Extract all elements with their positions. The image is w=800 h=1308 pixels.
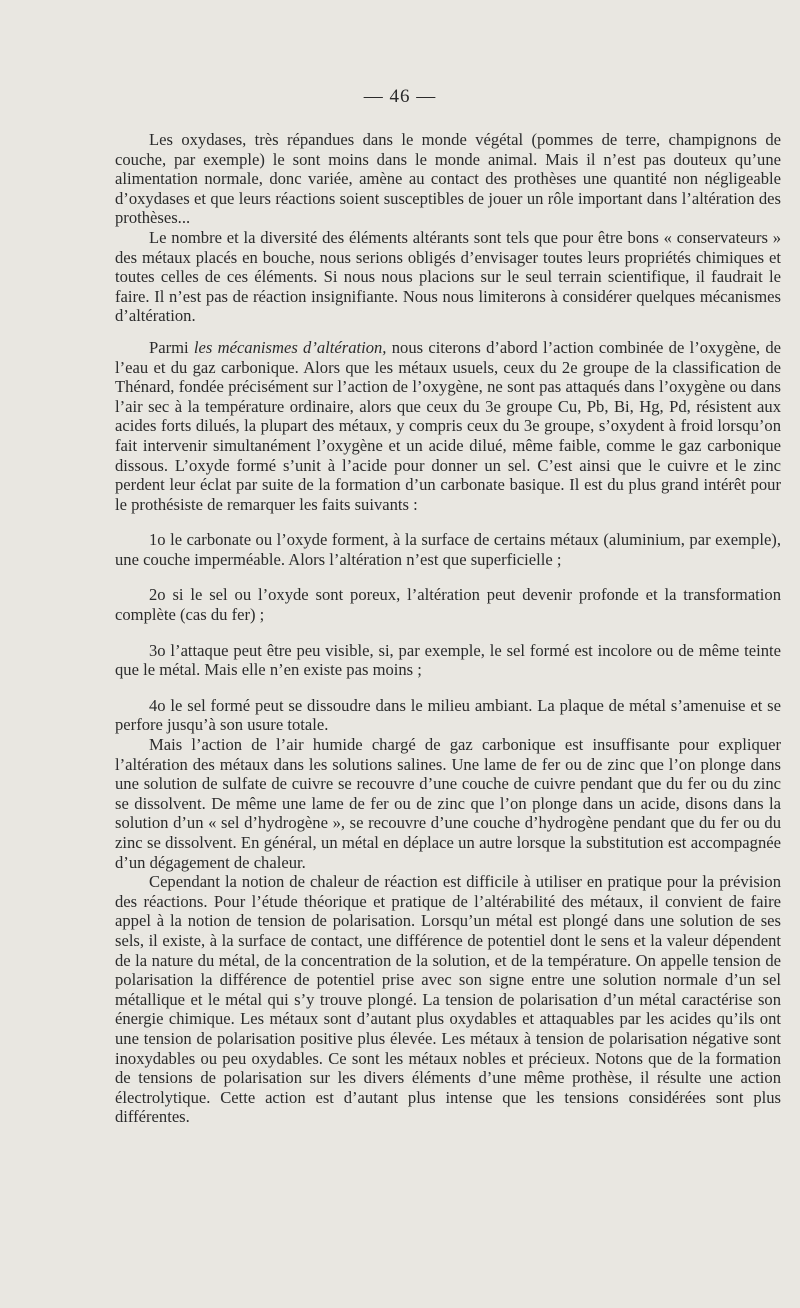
body-text	[115, 130, 781, 1127]
page-number: — 46 —	[363, 86, 437, 107]
paragraph-lead: Parmi	[149, 337, 194, 357]
list-item-1: 1o le carbonate ou l’oxyde forment, à la surface de certains métaux (aluminium, par exemple), une couche imperméable. Alors l’altération n’est que superficielle ;	[115, 530, 781, 569]
list-item-3: 3o l’attaque peut être peu visible, si, par exemple, le sel formé est incolore ou de même teinte que le métal. Mais elle n’en existe pas moins ;	[115, 640, 781, 680]
paragraph-body: nous citerons d’abord l’action combinée de l’oxygène, de l’eau et du gaz carbonique. Alors que les métaux usuels, ceux du 2e groupe de la classification de Thénard, fondée précisément sur l’action de l’oxygène, ne sont pas attaqués dans l’oxygène ou dans l’air sec à la température ordinaire, alors que ceux du 3e groupe Cu, Pb, Bi, Hg, Pd, résistent aux acides forts dilués, la plupart des métaux, y compris ceux du 3e groupe, s’oxydent à froid lorsqu’on fait intervenir simultanément l’oxygène et un acide dilué, même faible, comme le gaz carbonique dissous. L’oxyde formé s’unit à l’acide pour donner un sel. C’est ainsi que le cuivre et le zinc perdent leur éclat par suite de la formation d’un carbonate basique. Il est du plus grand intérêt pour le prothésiste de remarquer les faits suivants :	[115, 337, 781, 514]
paragraph-tension-polarisation: Cependant la notion de chaleur de réaction est difficile à utiliser en pratique pour la prévision des réactions. Pour l’étude théorique et pratique de l’altérabilité des métaux, il convient de faire appel à la notion de tension de polarisation. Lorsqu’un métal est plongé dans une solution de ses sels, il existe, à la surface de contact, une différence de potentiel dont le sens et la valeur dépendent de la nature du métal, de la concentration de la solution, et de la température. On appelle tension de polarisation la différence de potentiel prise avec son signe entre une solution normale d’un sel métallique et le métal qui s’y trouve plongé. La tension de polarisation d’un métal caractérise son énergie chimique. Les métaux sont d’autant plus oxydables et attaquables par les acides qu’ils ont une tension de polarisation positive plus élevée. Les métaux à tension de polarisation négative sont inoxydables ou peu oxydables. Ce sont les métaux nobles et précieux. Notons que de la formation de tensions de polarisation sur les divers éléments d’une même prothèse, il résulte une action électrolytique. Cette action est d’autant plus intense que les tensions considérées sont plus différentes.	[115, 872, 781, 1127]
paragraph-elements-alterants: Le nombre et la diversité des éléments altérants sont tels que pour être bons « conservateurs » des métaux placés en bouche, nous serions obligés d’envisager toutes leurs propriétés chimiques et toutes celles de ces éléments. Si nous nous placions sur le seul terrain scientifique, il faudrait le faire. Il n’est pas de réaction insignifiante. Nous nous limiterons à considérer quelques mécanismes d’altération.	[115, 227, 781, 326]
list-item-2: 2o si le sel ou l’oxyde sont poreux, l’altération peut devenir profonde et la transformation complète (cas du fer) ;	[115, 585, 781, 625]
paragraph-emphasis: les mécanismes d’altération,	[193, 337, 387, 357]
paragraph-air-humide: Mais l’action de l’air humide chargé de gaz carbonique est insuffisante pour expliquer l’altération des métaux dans les solutions salines. Une lame de fer ou de zinc que l’on plonge dans une solution de sulfate de cuivre se recouvre d’une couche de cuivre pendant que du fer ou du zinc se dissolvent. De même une lame de fer ou de zinc que l’on plonge dans un acide, disons dans la solution d’un « sel d’hydrogène », se recouvre d’une couche d’hydrogène pendant que du fer ou du zinc se dissolvent. En général, un métal en déplace un autre lorsque la substitution est accompagnée d’un dégagement de chaleur.	[115, 735, 781, 872]
paragraph-oxydases: Les oxydases, très répandues dans le monde végétal (pommes de terre, champignons de couche, par exemple) le sont moins dans le monde animal. Mais il n’est pas douteux qu’une alimentation normale, donc variée, amène au contact des prothèses une quantité non négligeable d’oxydases et que leurs réactions soient susceptibles de jouer un rôle important dans l’altération des prothèses...	[115, 130, 781, 228]
paragraph-mecanismes	[115, 338, 781, 514]
list-item-4: 4o le sel formé peut se dissoudre dans le milieu ambiant. La plaque de métal s’amenuise et se perfore jusqu’à son usure totale.	[115, 695, 781, 735]
